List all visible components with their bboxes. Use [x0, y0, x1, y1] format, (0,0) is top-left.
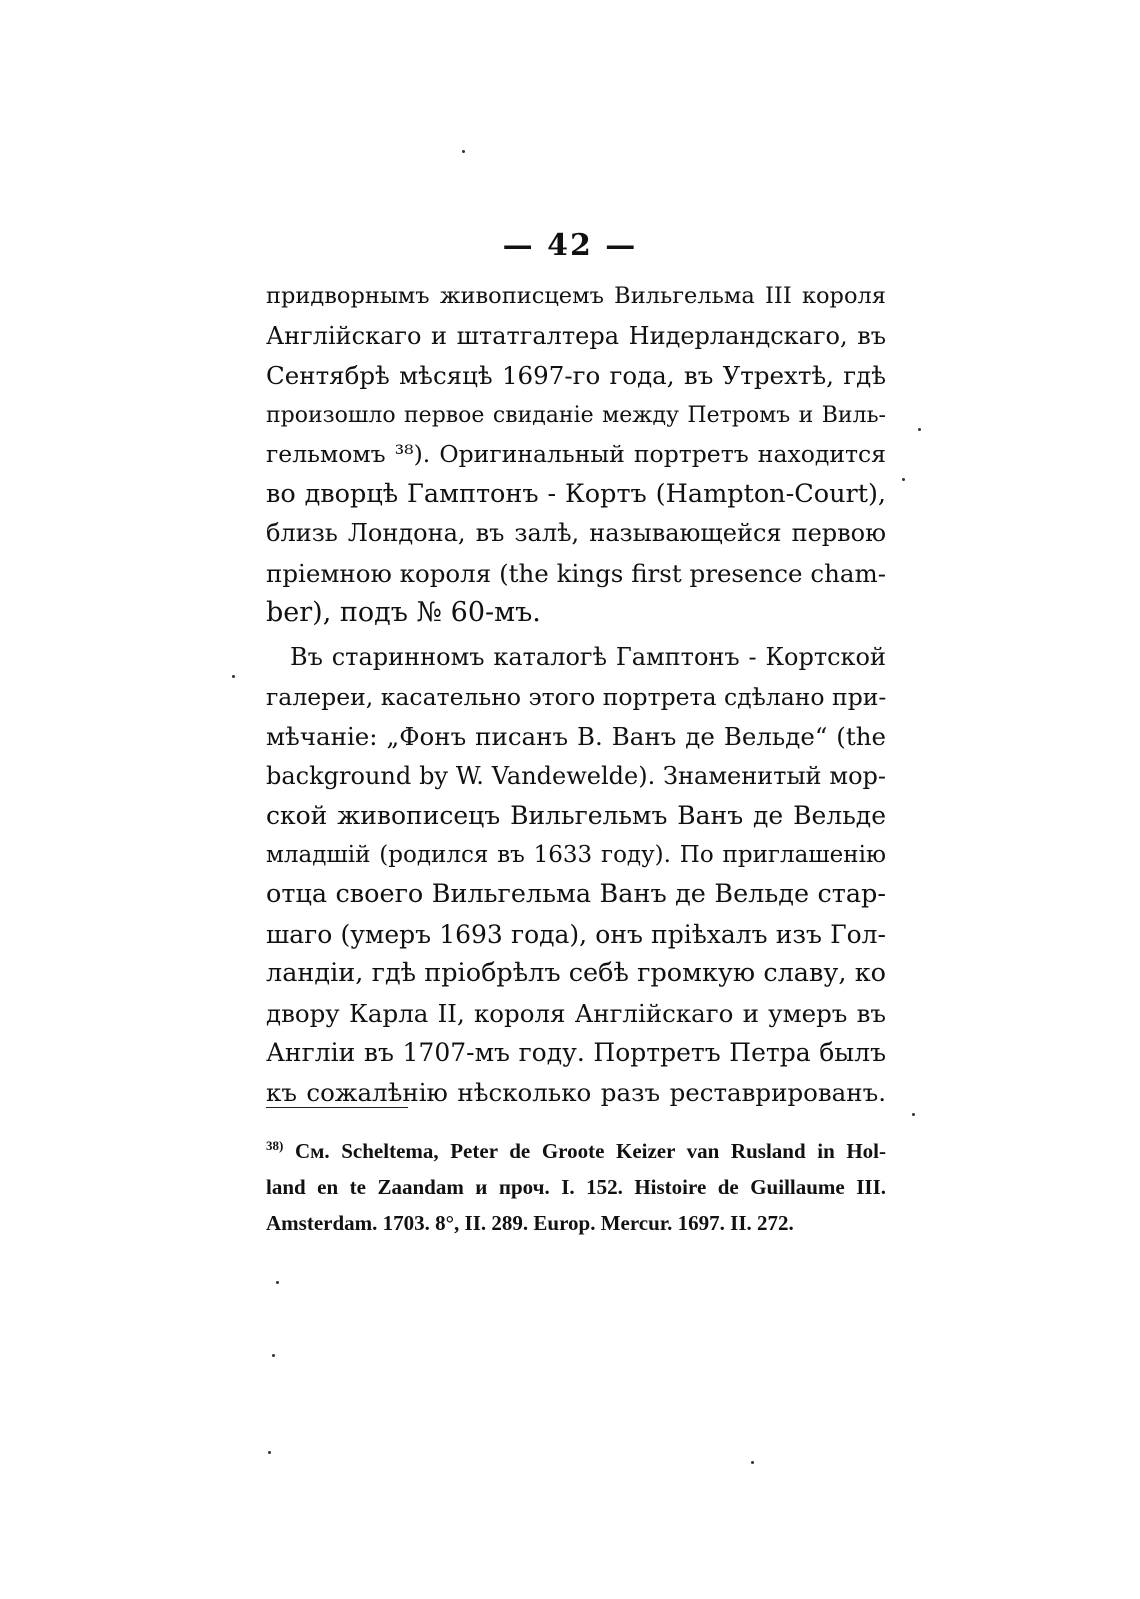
scan-speck	[272, 1354, 275, 1357]
text-line: къ сожалѣнію нѣсколько разъ реставрированъ.	[266, 1077, 886, 1107]
text-line: младшій (родился въ 1633 году). По приглашенію	[266, 841, 886, 868]
text-line: ber), подъ № 60-мъ.	[266, 597, 541, 628]
text-line: отца своего Вильгельма Ванъ де Вельде стар-	[266, 879, 886, 909]
scan-speck	[232, 675, 235, 678]
text-line: background by W. Vandewelde). Знаменитый мор-	[266, 761, 886, 790]
text-line: близь Лондона, въ залѣ, называющейся первою	[266, 519, 886, 547]
paragraph-1	[266, 277, 886, 633]
footnote-text: См. Scheltema, Peter de Groote Keizer van Rusland in Hol-	[294, 1139, 886, 1163]
footnote-line	[266, 1133, 886, 1169]
scan-speck	[276, 1281, 279, 1284]
text-line: Англійскаго и штатгалтера Нидерландскаго, въ	[266, 321, 886, 350]
text-line: произошло первое свиданіе между Петромъ и Виль-	[266, 402, 886, 428]
text-line: гельмомъ ³⁸). Оригинальный портретъ находится	[266, 440, 886, 468]
scan-speck	[751, 1461, 754, 1464]
text-line: шаго (умеръ 1693 года), онъ пріѣхалъ изъ Гол-	[266, 919, 886, 949]
text-line: пріемною короля (the kings first presence cham-	[266, 558, 886, 588]
text-line: галереи, касательно этого портрета сдѣлано при-	[266, 682, 887, 711]
text-line: мѣчаніе: „Фонъ писанъ В. Ванъ де Вельде“ (the	[266, 722, 886, 751]
footnote-line: Amsterdam. 1703. 8°, II. 289. Europ. Mercur. 1697. II. 272.	[266, 1211, 794, 1235]
footnote-line: land en te Zaandam и проч. I. 152. Histoire de Guillaume III.	[266, 1175, 886, 1199]
text-line: Въ старинномъ каталогѣ Гамптонъ - Кортской	[290, 643, 886, 671]
footnote-mark: 38)	[266, 1138, 284, 1153]
paragraph-2	[266, 638, 886, 1112]
scan-speck	[902, 478, 905, 481]
footnote	[266, 1133, 886, 1241]
scan-speck	[268, 1451, 271, 1454]
text-line: двору Карла II, короля Англійскаго и умеръ въ	[266, 998, 886, 1028]
footnote-divider	[266, 1107, 408, 1108]
text-line: придворнымъ живописцемъ Вильгельма III короля	[266, 283, 886, 309]
scan-speck	[918, 428, 921, 431]
scan-speck	[462, 150, 465, 153]
text-line: ландіи, гдѣ пріобрѣлъ себѣ громкую славу, ко	[266, 958, 886, 988]
page-number: — 42 —	[502, 228, 638, 263]
text-line: Сентябрѣ мѣсяцѣ 1697-го года, въ Утрехтѣ, гдѣ	[266, 361, 886, 390]
text-line: ской живописецъ Вильгельмъ Ванъ де Вельде	[266, 801, 886, 830]
text-line: Англіи въ 1707-мъ году. Портретъ Петра былъ	[266, 1038, 886, 1067]
scan-speck	[912, 1113, 915, 1116]
text-line: во дворцѣ Гамптонъ - Кортъ (Hampton-Court),	[266, 478, 886, 509]
